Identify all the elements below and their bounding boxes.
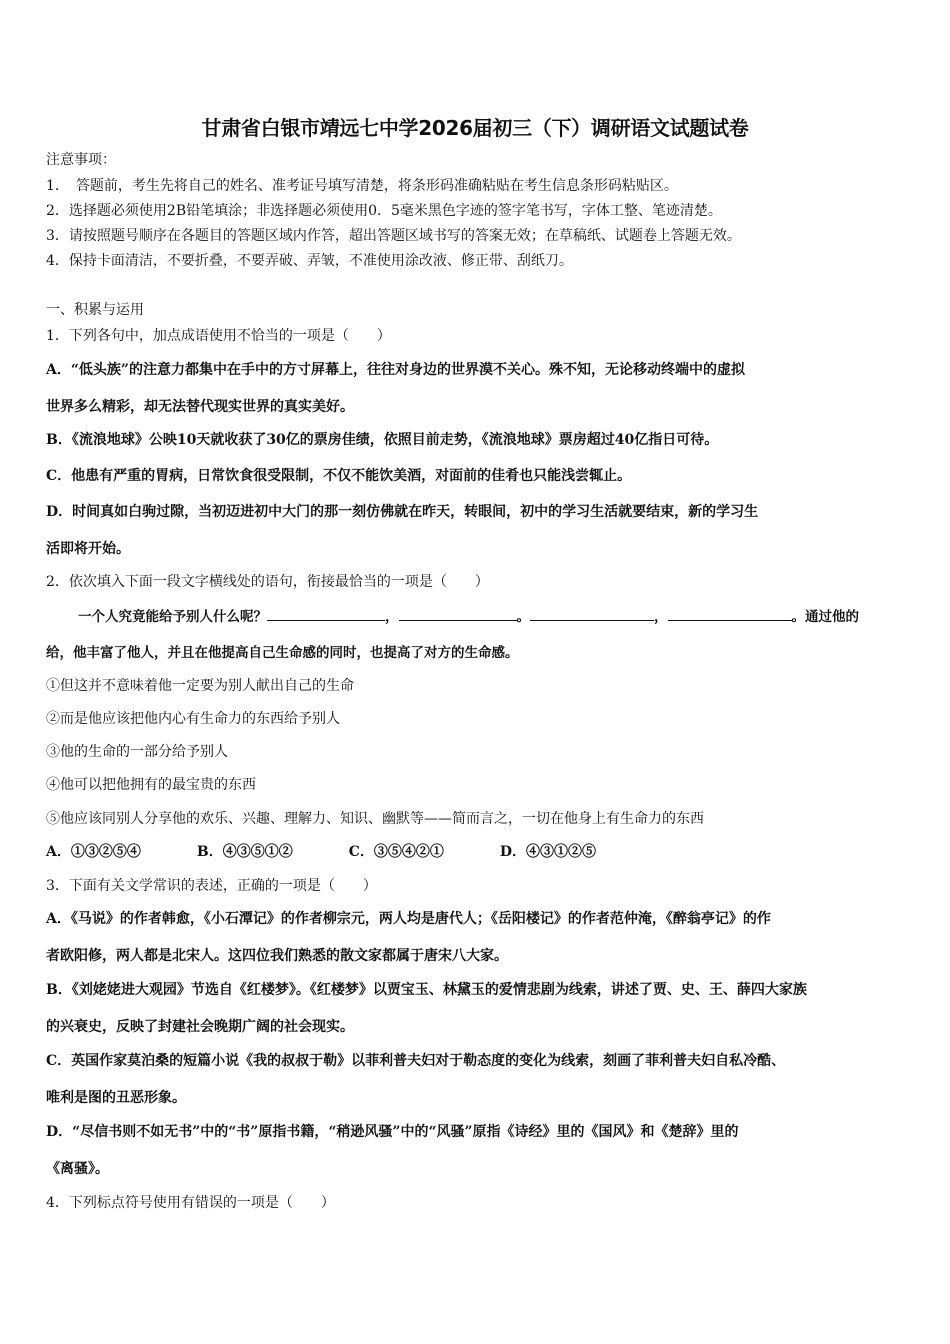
question-2-sentence: ④他可以把他拥有的最宝贵的东西 xyxy=(46,777,256,793)
blank-4 xyxy=(668,606,792,621)
notice-item: 4．保持卡面清洁，不要折叠，不要弄破、弄皱，不准使用涂改液、修正带、刮纸刀。 xyxy=(46,253,573,269)
question-1-option-d-cont: 活即将开始。 xyxy=(46,541,130,557)
question-1-stem: 1．下列各句中，加点成语使用不恰当的一项是（ ） xyxy=(46,328,391,344)
question-2-option-d: D．④③①②⑤ xyxy=(499,844,597,860)
notice-heading: 注意事项： xyxy=(46,152,116,168)
question-3-option-a: A．《马说》的作者韩愈，《小石潭记》的作者柳宗元，两人均是唐代人；《岳阳楼记》的作者范仲淹，《醉翁亭记》的作 xyxy=(46,911,771,927)
question-3-option-b-cont: 的兴衰史，反映了封建社会晚期广阔的社会现实。 xyxy=(46,1019,354,1035)
question-3-option-a-cont: 者欧阳修，两人都是北宋人。这四位我们熟悉的散文家都属于唐宋八大家。 xyxy=(46,948,508,964)
question-1-option-b: B．《流浪地球》公映10天就收获了30亿的票房佳绩，依照目前走势，《流浪地球》票房超过40亿指日可待。 xyxy=(46,432,719,448)
page-title: 甘肃省白银市靖远七中学2026届初三（下）调研语文试题试卷 xyxy=(201,116,749,140)
notice-item: 2．选择题必须使用2B铅笔填涂；非选择题必须使用0．5毫米黑色字迹的签字笔书写，字体工整、笔迹清楚。 xyxy=(46,203,722,219)
question-2-sentence: ③他的生命的一部分给予别人 xyxy=(46,744,228,760)
blank-separator: 。 xyxy=(516,609,530,625)
question-4-stem: 4．下列标点符号使用有错误的一项是（ ） xyxy=(46,1195,335,1211)
blank-2 xyxy=(399,606,517,621)
question-2-sentence: ⑤他应该同别人分享他的欢乐、兴趣、理解力、知识、幽默等——简而言之，一切在他身上有生命力的东西 xyxy=(46,811,704,827)
question-2-sentence: ②而是他应该把他内心有生命力的东西给予别人 xyxy=(46,711,340,727)
question-2-option-a: A．①③②⑤④ xyxy=(46,844,141,860)
question-3-option-c: C．英国作家莫泊桑的短篇小说《我的叔叔于勒》以菲利普夫妇对于勒态度的变化为线索，刻画了菲利普夫妇自私冷酷、 xyxy=(46,1053,786,1069)
blank-3 xyxy=(530,606,654,621)
question-2-sentence: ①但这并不意味着他一定要为别人献出自己的生命 xyxy=(46,678,354,694)
passage-start: 一个人究竟能给予别人什么呢？ xyxy=(78,609,267,625)
question-1-option-c: C．他患有严重的胃病，日常饮食很受限制，不仅不能饮美酒，对面前的佳肴也只能浅尝辄止。 xyxy=(46,468,632,484)
section-heading: 一、积累与运用 xyxy=(46,302,144,318)
question-1-option-a: A．“低头族”的注意力都集中在手中的方寸屏幕上，往往对身边的世界漠不关心。殊不知，无论移动终端中的虚拟 xyxy=(46,362,745,378)
notice-item: 1． 答题前，考生先将自己的姓名、准考证号填写清楚，将条形码准确粘贴在考生信息条形码粘贴区。 xyxy=(46,178,678,194)
question-1-option-a-cont: 世界多么精彩，却无法替代现实世界的真实美好。 xyxy=(46,399,354,415)
blank-separator: ， xyxy=(385,609,399,625)
question-2-passage xyxy=(78,606,859,627)
question-2-passage-cont: 给，他丰富了他人，并且在他提高自己生命感的同时，也提高了对方的生命感。 xyxy=(46,645,519,661)
blank-separator: ， xyxy=(654,609,668,625)
notice-item: 3．请按照题号顺序在各题目的答题区域内作答，超出答题区域书写的答案无效；在草稿纸、试题卷上答题无效。 xyxy=(46,228,741,244)
question-2-option-b: B．④③⑤①② xyxy=(196,844,293,860)
question-3-option-d: D．“尽信书则不如无书”中的“书”原指书籍，“稍逊风骚”中的“风骚”原指《诗经》里的《国风》和《楚辞》里的 xyxy=(46,1124,739,1140)
question-3-option-c-cont: 唯利是图的丑恶形象。 xyxy=(46,1090,186,1106)
passage-end: 。通过他的 xyxy=(791,609,859,625)
question-2-option-c: C．③⑤④②① xyxy=(348,844,444,860)
question-3-stem: 3．下面有关文学常识的表述，正确的一项是（ ） xyxy=(46,878,377,894)
question-1-option-d: D．时间真如白驹过隙，当初迈进初中大门的那一刻仿佛就在昨天，转眼间，初中的学习生活就要结束，新的学习生 xyxy=(46,504,759,520)
question-2-options xyxy=(46,842,652,862)
blank-1 xyxy=(267,606,385,621)
question-2-stem: 2．依次填入下面一段文字横线处的语句，衔接最恰当的一项是（ ） xyxy=(46,574,489,590)
question-3-option-d-cont: 《离骚》。 xyxy=(46,1161,109,1177)
question-3-option-b: B．《刘姥姥进大观园》节选自《红楼梦》。《红楼梦》以贾宝玉、林黛玉的爱情悲剧为线索，讲述了贾、史、王、薛四大家族 xyxy=(46,982,807,998)
